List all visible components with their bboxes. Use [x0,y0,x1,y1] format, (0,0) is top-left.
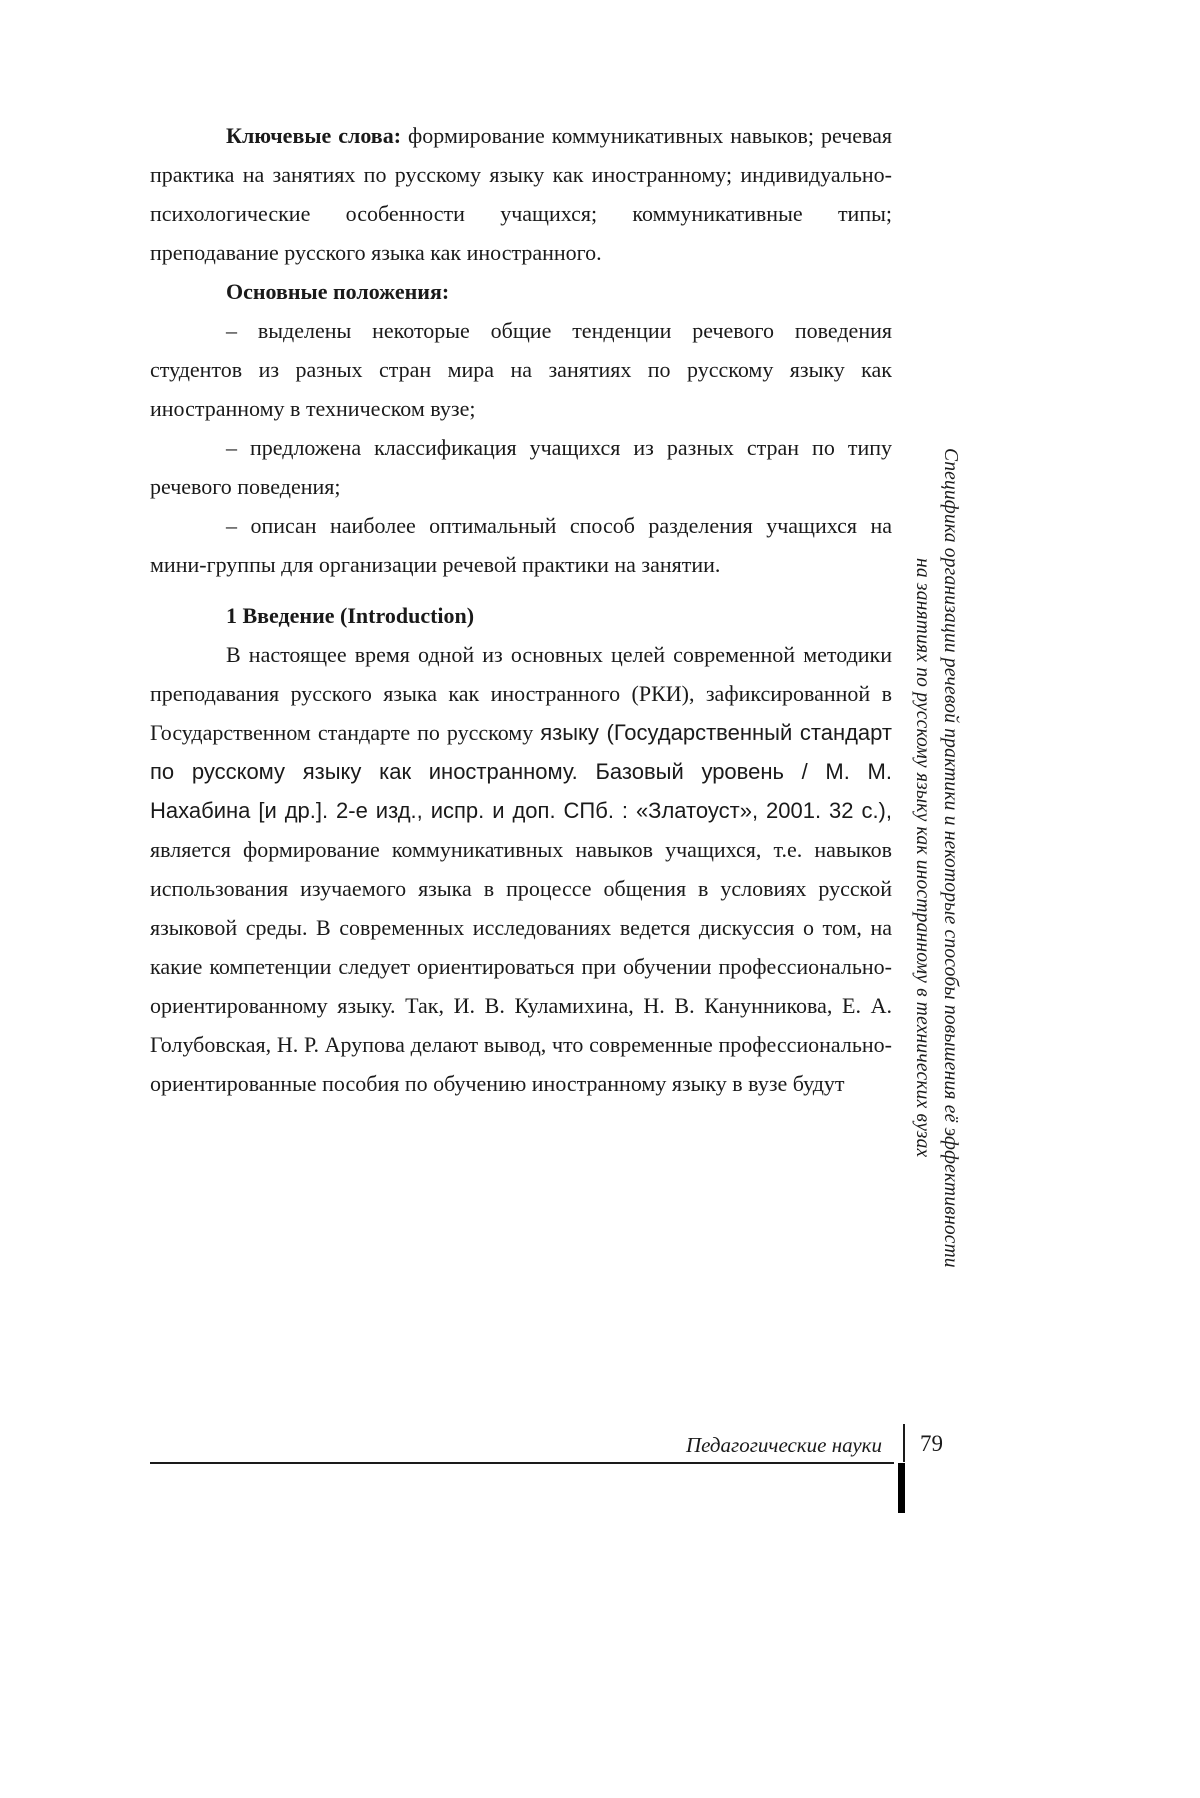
section-heading: 1 Введение (Introduction) [226,603,475,628]
margin-title-line: на занятиях по русскому языку как иностранному в технических вузах [912,557,933,1158]
keywords-label: Ключевые слова: [226,123,402,148]
footer-accent-bar [898,1463,905,1513]
footer-vertical-divider [903,1424,905,1462]
provision-item: – предложена классификация учащихся из разных стран по типу речевого поведения; [150,435,892,499]
footer-section-label: Педагогические науки [685,1433,882,1457]
introduction-text-serif-1: В настоящее время одной из основных целей современной методики преподавания русского языка как иностранного (РКИ), зафиксированной в Государственном стандарте по русскому [150,642,892,745]
keywords-paragraph [150,116,892,272]
provisions-heading: Основные положения: [226,279,450,304]
margin-title-line: Специфика организации речевой практики и некоторые способы повышения её эффективности [940,447,961,1268]
keywords-text: формирование коммуникативных навыков; речевая практика на занятиях по русскому языку как иностранному; индивидуально-психологические особенности учащихся; коммуникативные типы; преподавание русского языка как иностранного. [150,123,893,265]
page-number: 79 [920,1431,943,1456]
footer-horizontal-rule [150,1462,894,1464]
provision-item: – описан наиболее оптимальный способ разделения учащихся на мини-группы для организации речевой практики на занятии. [150,513,892,577]
provision-item: – выделены некоторые общие тенденции речевого поведения студентов из разных стран мира на занятиях по русскому языку как иностранному в техническом вузе; [150,318,892,421]
rotated-margin-title [908,415,964,1300]
introduction-citation-sans: языку (Государственный стандарт по русскому языку как иностранному. Базовый уровень / М. М. Нахабина [и др.]. 2-е изд., испр. и доп. СПб. : «Златоуст», 2001. 32 с.), [150,720,893,823]
introduction-paragraph [150,635,892,1103]
main-text-column [150,116,892,1103]
introduction-text-serif-2: является формирование коммуникативных навыков учащихся, т.е. навыков использования изучаемого языка в процессе общения в условиях русской языковой среды. В современных исследованиях ведется дискуссия о том, на какие компетенции следует ориентироваться при обучении профессионально-ориентированному языку. Так, И. В. Куламихина, Н. В. Канунникова, Е. А. Голубовская, Н. Р. Арупова делают вывод, что современные профессионально-ориентированные пособия по обучению иностранному языку в вузе будут [150,837,892,1096]
